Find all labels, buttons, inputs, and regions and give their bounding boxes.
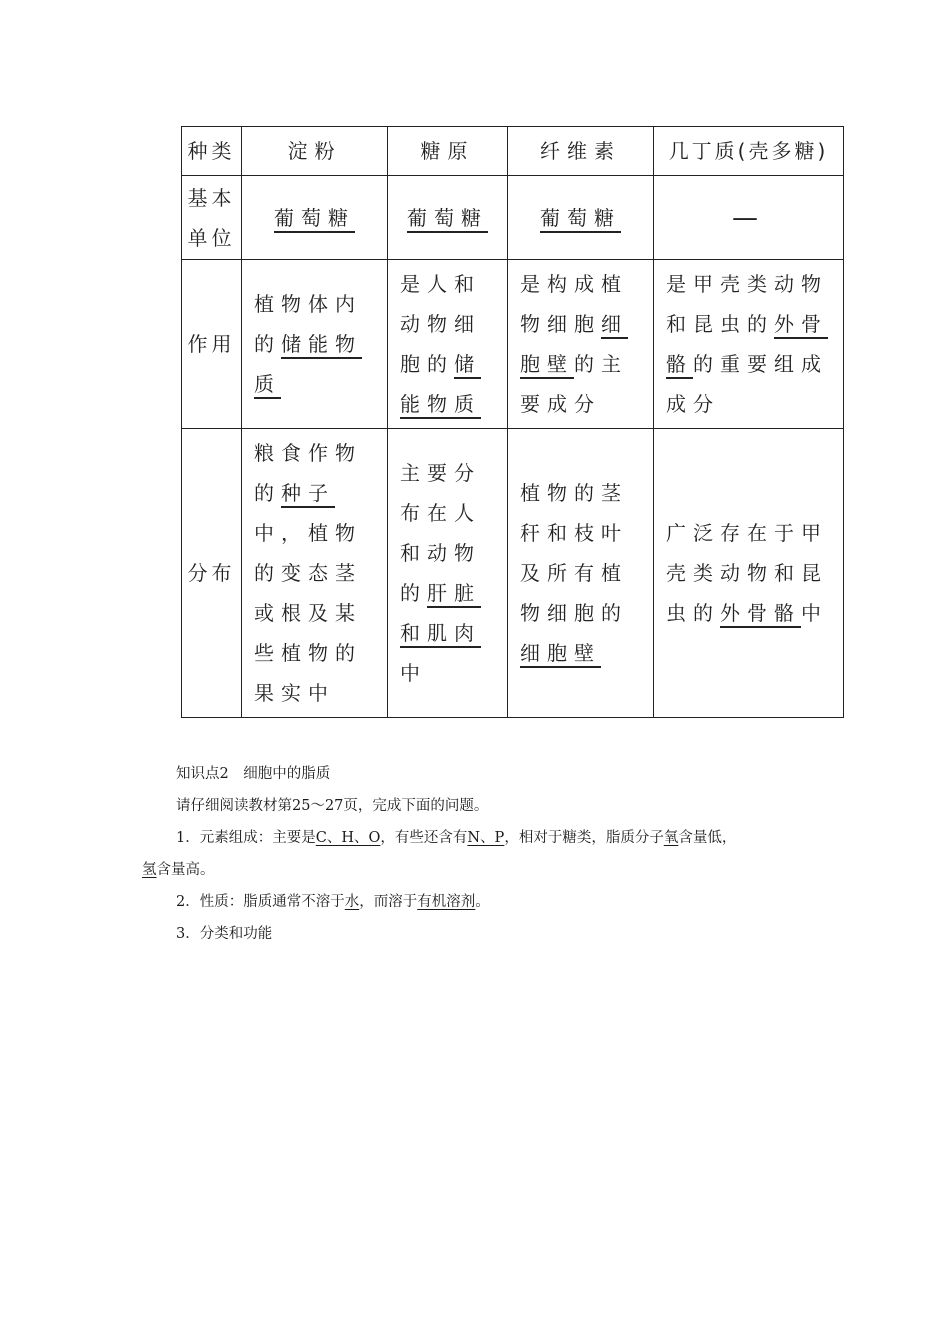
header-row <box>182 127 844 176</box>
cellulose-distribution-text: 植物的茎秆和枝叶及所有植物细胞的 <box>520 481 628 625</box>
header-category: 种类 <box>182 127 242 176</box>
function-row <box>182 260 844 429</box>
answer-organic-solvent: 有机溶剂 <box>417 894 476 910</box>
starch-function-key: 储能物质 <box>254 332 362 396</box>
chitin-function-key: 外骨骼 <box>666 312 828 376</box>
answer-cho: C、H、O <box>315 830 381 846</box>
cellulose-function-tail: 的主要成分 <box>520 352 628 416</box>
glycogen-distribution-text: 主要分布在人和动物的 <box>400 461 481 605</box>
cellulose-unit-cell <box>508 176 654 260</box>
glycogen-function-text: 是人和动物细胞的 <box>400 272 481 376</box>
starch-function-text: 植物体内的 <box>254 292 362 356</box>
item-properties-mid: ，而溶于 <box>359 894 418 910</box>
answer-oxygen: 氧 <box>663 830 679 846</box>
glycogen-function-key: 储能物质 <box>400 352 481 416</box>
header-glycogen: 糖原 <box>388 127 508 176</box>
chitin-distribution-tail: 中 <box>801 601 828 625</box>
item-classification: 3．分类和功能 <box>176 926 273 942</box>
header-starch: 淀粉 <box>242 127 388 176</box>
distribution-row <box>182 429 844 718</box>
chitin-function-tail: 的重要组成成分 <box>666 352 828 416</box>
answer-hydrogen: 氢 <box>142 862 157 878</box>
cellulose-distribution <box>508 429 654 718</box>
cellulose-function-text: 是构成植物细胞 <box>520 272 628 336</box>
section-title: 知识点2 细胞中的脂质 <box>176 766 331 782</box>
header-chitin: 几丁质(壳多糖) <box>654 127 844 176</box>
chitin-distribution-text: 广泛存在于甲壳类动物和昆虫的 <box>666 521 828 625</box>
cellulose-distribution-key: 细胞壁 <box>520 641 601 665</box>
item-elements-mid3: 含量低， <box>678 830 737 846</box>
answer-water: 水 <box>344 894 360 910</box>
glycogen-unit: 葡萄糖 <box>407 205 488 230</box>
section-intro: 请仔细阅读教材第25～27页，完成下面的问题。 <box>176 798 489 814</box>
glycogen-distribution-tail: 中 <box>400 661 427 685</box>
header-cellulose: 纤维素 <box>508 127 654 176</box>
function-label: 作用 <box>182 260 242 429</box>
item-elements-prefix: 1．元素组成：主要是 <box>176 830 316 846</box>
chitin-distribution-key: 外骨骼 <box>720 601 801 625</box>
chitin-function <box>654 260 844 429</box>
starch-distribution-text: 粮食作物的 <box>254 441 362 505</box>
item-elements-continued <box>142 854 822 886</box>
distribution-label: 分布 <box>182 429 242 718</box>
item-properties-prefix: 2．性质：脂质通常不溶于 <box>176 894 345 910</box>
glycogen-unit-cell <box>388 176 508 260</box>
starch-unit: 葡萄糖 <box>274 205 355 230</box>
lipid-section <box>142 758 822 950</box>
answer-np: N、P <box>467 830 505 846</box>
starch-function <box>242 260 388 429</box>
chitin-unit: — <box>654 176 844 260</box>
item-elements-suffix: 含量高。 <box>156 862 215 878</box>
glycogen-function <box>388 260 508 429</box>
starch-distribution-key: 种子 <box>281 481 335 505</box>
cellulose-function <box>508 260 654 429</box>
starch-distribution <box>242 429 388 718</box>
cellulose-function-key: 细胞壁 <box>520 312 628 376</box>
chitin-function-text: 是甲壳类动物和昆虫的 <box>666 272 828 336</box>
item-properties-suffix: 。 <box>475 894 490 910</box>
item-elements-mid1: ，有些还含有 <box>380 830 468 846</box>
cellulose-unit: 葡萄糖 <box>540 205 621 230</box>
basic-unit-label: 基本单位 <box>182 176 242 260</box>
item-elements <box>142 822 822 854</box>
item-properties <box>142 886 822 918</box>
item-elements-mid2: ，相对于糖类，脂质分子 <box>504 830 664 846</box>
basic-unit-row <box>182 176 844 260</box>
glycogen-distribution-key: 肝脏和肌肉 <box>400 581 481 645</box>
glycogen-distribution <box>388 429 508 718</box>
starch-unit-cell <box>242 176 388 260</box>
polysaccharide-table <box>181 126 844 718</box>
starch-distribution-tail: 中，植物的变态茎或根及某些植物的果实中 <box>254 521 362 705</box>
chitin-distribution <box>654 429 844 718</box>
